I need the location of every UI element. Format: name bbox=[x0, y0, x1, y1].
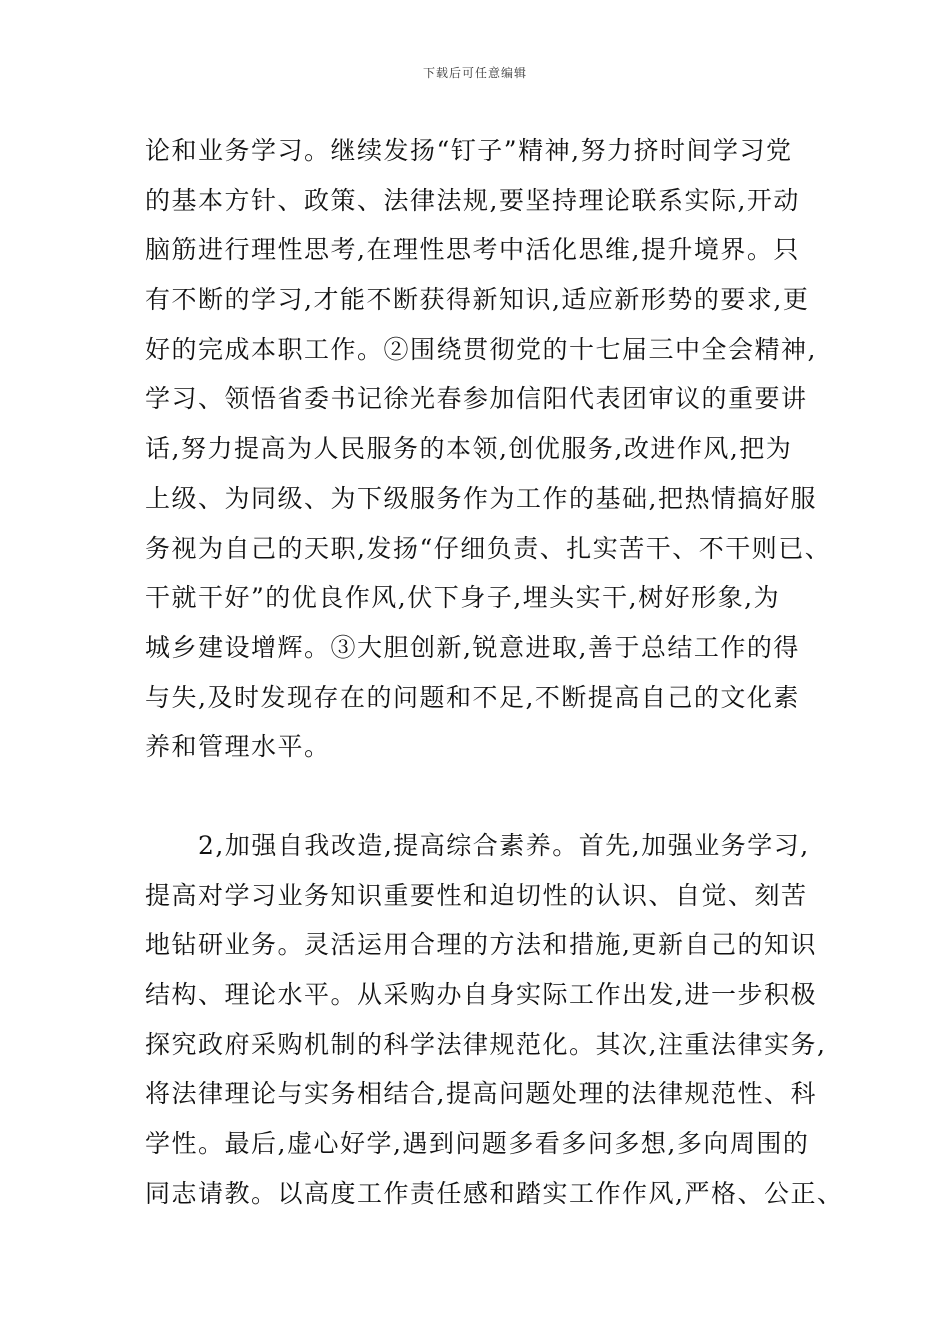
text-line: 话,努力提高为人民服务的本领,创优服务,改进作风,把为 bbox=[145, 434, 793, 464]
text-line: 将法律理论与实务相结合,提高问题处理的法律规范性、科 bbox=[145, 1079, 817, 1109]
page-header: 下载后可任意编辑 bbox=[422, 66, 527, 80]
text-line: 干就干好”的优良作风,伏下身子,埋头实干,树好形象,为 bbox=[145, 583, 781, 613]
text-line: 脑筋进行理性思考,在理性思考中活化思维,提升境界。只 bbox=[145, 235, 800, 265]
text-line: 论和业务学习。继续发扬“钉子”精神,努力挤时间学习党 bbox=[145, 136, 793, 165]
text-line: 城乡建设增辉。③大胆创新,锐意进取,善于总结工作的得 bbox=[145, 632, 800, 662]
text-line: 探究政府采购机制的科学法律规范化。其次,注重法律实务, bbox=[145, 1029, 827, 1059]
text-line: 养和管理水平。 bbox=[145, 732, 331, 762]
text-line: 提高对学习业务知识重要性和迫切性的认识、自觉、刻苦 bbox=[145, 880, 808, 910]
paragraph-2 bbox=[145, 821, 844, 1219]
text-line: 上级、为同级、为下级服务作为工作的基础,把热情搞好服 bbox=[145, 483, 817, 513]
text-line: 同志请教。以高度工作责任感和踏实工作作风,严格、公正、 bbox=[145, 1178, 844, 1208]
text-line: 结构、理论水平。从采购办自身实际工作出发,进一步积极 bbox=[145, 980, 817, 1010]
text-line: 的基本方针、政策、法律法规,要坚持理论联系实际,开动 bbox=[145, 185, 800, 215]
text-line: 务视为自己的天职,发扬“仔细负责、扎实苦干、不干则已、 bbox=[145, 533, 832, 563]
paragraph-1 bbox=[145, 126, 832, 772]
text-line: 好的完成本职工作。②围绕贯彻党的十七届三中全会精神, bbox=[145, 334, 817, 364]
text-line: 与失,及时发现存在的问题和不足,不断提高自己的文化素 bbox=[145, 682, 800, 712]
text-line: 地钻研业务。灵活运用合理的方法和措施,更新自己的知识 bbox=[145, 930, 817, 960]
text-line: 学性。最后,虚心好学,遇到问题多看多问多想,多向周围的 bbox=[145, 1129, 810, 1159]
text-line: 有不断的学习,才能不断获得新知识,适应新形势的要求,更 bbox=[145, 285, 810, 315]
text-line: 学习、领悟省委书记徐光春参加信阳代表团审议的重要讲 bbox=[145, 384, 808, 414]
text-line: 2,加强自我改造,提高综合素养。首先,加强业务学习, bbox=[145, 831, 810, 860]
